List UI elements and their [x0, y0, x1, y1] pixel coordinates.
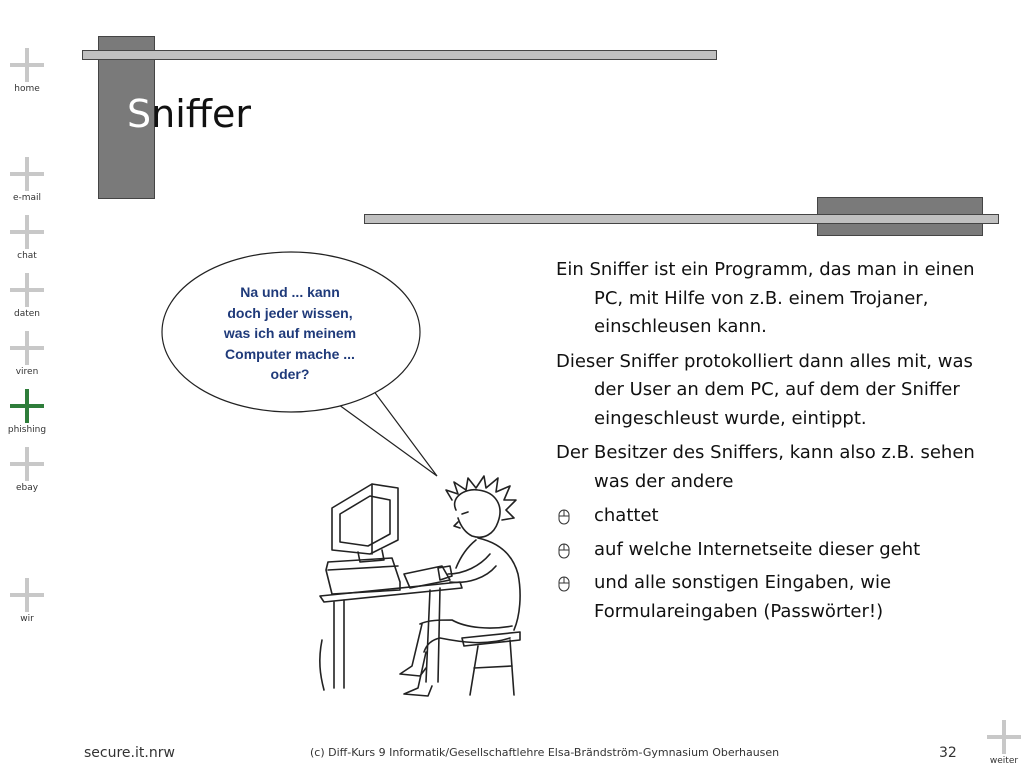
nav-label: home [14, 84, 40, 94]
mouse-icon [558, 509, 570, 525]
person-at-computer-illustration [300, 470, 535, 700]
bubble-text [200, 282, 380, 385]
nav-label: daten [14, 309, 40, 319]
decor-bar-middle [364, 214, 999, 224]
mouse-icon [558, 543, 570, 559]
nav-label: viren [15, 367, 39, 377]
bubble-line: Na und ... kann [240, 284, 340, 300]
bullet-item [556, 502, 986, 531]
bullet-text: und alle sonstigen Eingaben, wie Formulareingaben (Passwörter!) [594, 572, 892, 622]
decor-bar-top [82, 50, 717, 60]
nav-label: wir [20, 614, 34, 624]
content-paragraph: Ein Sniffer ist ein Programm, das man in einen PC, mit Hilfe von z.B. einem Trojaner, einschleusen kann. [556, 259, 975, 337]
content-paragraph: Dieser Sniffer protokolliert dann alles mit, was der User an dem PC, auf dem der Sniffer eingeschleust wurde, eintippt. [556, 350, 973, 429]
mouse-icon [558, 576, 570, 592]
bubble-line: oder? [270, 366, 310, 382]
nav-e-mail[interactable] [6, 157, 48, 203]
plus-icon [10, 48, 44, 82]
plus-icon [10, 273, 44, 307]
bullet-text: chattet [594, 505, 659, 526]
bubble-line: was ich auf meinem [223, 325, 357, 341]
plus-icon [10, 215, 44, 249]
plus-icon [10, 447, 44, 481]
nav-viren[interactable] [6, 331, 48, 377]
bubble-line: doch jeder wissen, [227, 304, 353, 321]
nav-label: ebay [15, 483, 39, 493]
plus-icon [10, 331, 44, 365]
next-slide-button[interactable] [984, 720, 1024, 766]
nav-chat[interactable] [6, 215, 48, 261]
bullet-item [556, 536, 986, 565]
bubble-line: Computer mache ... [225, 345, 355, 362]
title-first-letter: S [127, 92, 152, 136]
nav-daten[interactable] [6, 273, 48, 319]
content-body [556, 256, 986, 631]
nav-home[interactable] [6, 48, 48, 94]
nav-ebay[interactable] [6, 447, 48, 493]
content-paragraph: Der Besitzer des Sniffers, kann also z.B. sehen was der andere [556, 442, 975, 492]
plus-icon [10, 578, 44, 612]
plus-icon [987, 720, 1021, 754]
page-number: 32 [939, 745, 957, 761]
nav-label: e-mail [12, 193, 42, 203]
plus-icon-active [10, 389, 44, 423]
nav-phishing[interactable] [6, 389, 48, 435]
title-rest: niffer [151, 92, 251, 136]
next-label: weiter [989, 756, 1019, 766]
nav-wir[interactable] [6, 578, 48, 624]
nav-label: phishing [7, 425, 47, 435]
footer-site: secure.it.nrw [84, 745, 175, 761]
bullet-item [556, 569, 986, 626]
footer-copyright: (c) Diff-Kurs 9 Informatik/Gesellschaftlehre Elsa-Brändström-Gymnasium Oberhausen [310, 746, 780, 759]
nav-label: chat [17, 251, 37, 261]
bullet-text: auf welche Internetseite dieser geht [594, 538, 921, 560]
slide-title [127, 92, 251, 136]
plus-icon [10, 157, 44, 191]
